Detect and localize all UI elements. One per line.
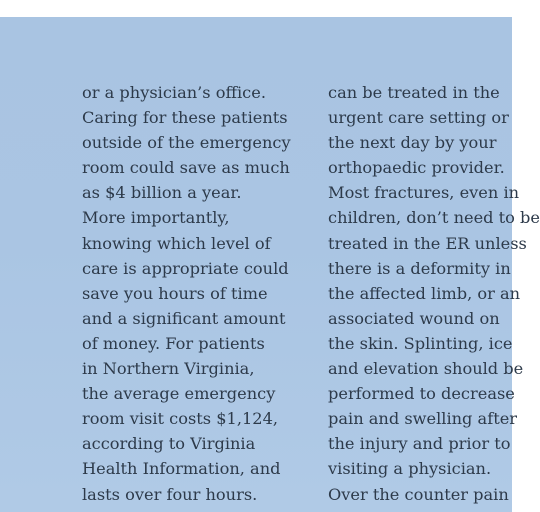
body-text-line: lasts over four hours.	[82, 484, 258, 504]
body-text-line: and elevation should be	[328, 359, 524, 379]
body-text-line: orthopaedic provider.	[328, 158, 505, 178]
body-text-line: the injury and prior to	[328, 434, 511, 454]
body-text-line: as $4 billion a year.	[82, 183, 242, 203]
body-text-line: Caring for these patients	[82, 108, 288, 128]
body-text-line: Over the counter pain	[328, 484, 509, 504]
body-text-line: room could save as much	[82, 158, 290, 178]
article-column-right	[328, 80, 540, 507]
body-text-line: Health Information, and	[82, 459, 281, 479]
article-column-left	[82, 80, 291, 507]
body-text-line: pain and swelling after	[328, 409, 518, 429]
body-text-line: treated in the ER unless	[328, 233, 527, 253]
body-text-line: the next day by your	[328, 133, 497, 153]
body-text-line: or a physician’s office.	[82, 83, 266, 102]
body-text-line: room visit costs $1,124,	[82, 409, 279, 429]
article-panel	[0, 17, 540, 512]
body-text-line: Most fractures, even in	[328, 183, 520, 203]
body-text-line: and a significant amount	[82, 308, 286, 328]
body-text-line: can be treated in the	[328, 83, 500, 102]
body-text-line: associated wound on	[328, 308, 500, 328]
body-text-line: performed to decrease	[328, 384, 515, 404]
body-text-line: the average emergency	[82, 384, 276, 404]
body-text-line: the skin. Splinting, ice	[328, 333, 513, 353]
body-text-line: outside of the emergency	[82, 133, 291, 153]
body-text-line: care is appropriate could	[82, 258, 289, 278]
body-text-line: of money. For patients	[82, 333, 265, 353]
body-text-line: the affected limb, or an	[328, 283, 521, 303]
body-text-line: in Northern Virginia,	[82, 359, 255, 379]
body-text-line: save you hours of time	[82, 283, 268, 303]
body-text-line: urgent care setting or	[328, 108, 509, 128]
body-text-line: according to Virginia	[82, 434, 256, 454]
page-top-margin	[0, 0, 512, 17]
body-text-line: children, don’t need to be	[328, 208, 540, 228]
body-text-line: More importantly,	[82, 208, 230, 228]
body-text-line: there is a deformity in	[328, 258, 511, 278]
body-text-line: knowing which level of	[82, 233, 271, 253]
body-text-line: visiting a physician.	[328, 459, 492, 479]
